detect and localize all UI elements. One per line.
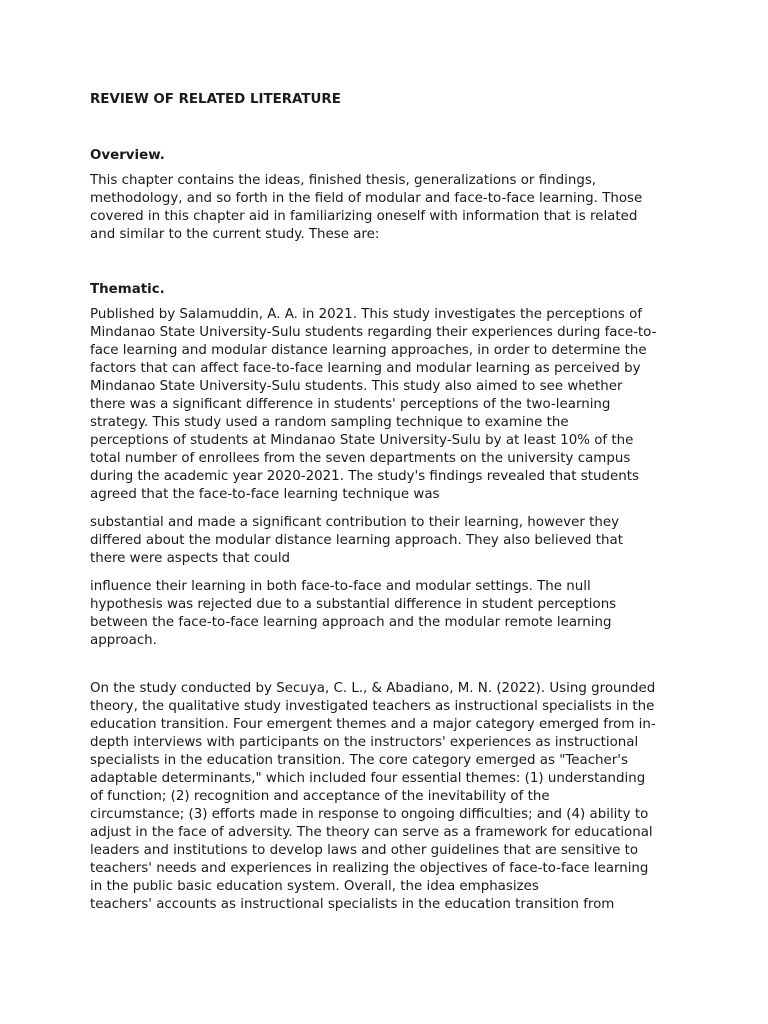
- paragraph-spacer: [90, 568, 686, 578]
- page-title: REVIEW OF RELATED LITERATURE: [90, 92, 341, 107]
- paragraph-spacer: [90, 650, 686, 680]
- thematic-paragraph-continuation-2: influence their learning in both face-to-face and modular settings. The null hypothesis was rejected due to a substantial difference in student perceptions between the face-to-face learning approach and the modular remote learning approach.: [90, 579, 617, 648]
- document-page: [90, 91, 686, 914]
- section-spacer: [90, 244, 686, 281]
- thematic-paragraph-salamuddin: Published by Salamuddin, A. A. in 2021. This study investigates the perceptions of Mindanao State University-Sulu students regarding their experiences during face-to- face learning and modular distance learning approaches, in order to determine the factors that can affect face-to-face learning and modular learning as perceived by Mindanao State University-Sulu students. This study also aimed to see whether there was a significant difference in students' perceptions of the two-learning strategy. This study used a random sampling technique to examine the perceptions of students at Mindanao State University-Sulu by at least 10% of the total number of enrollees from the seven departments on the university campus during the academic year 2020-2021. The study's findings revealed that students agreed that the face-to-face learning technique was: [90, 307, 657, 502]
- overview-heading: Overview.: [90, 148, 165, 163]
- paragraph-spacer: [90, 504, 686, 514]
- thematic-paragraph-secuya: On the study conducted by Secuya, C. L., & Abadiano, M. N. (2022). Using grounded theory, the qualitative study investigated teachers as instructional specialists in the education transition. Four emergent themes and a major category emerged from in- depth interviews with participants on the instructors' experiences as instructional specialists in the education transition. The core category emerged as "Teacher's adaptable determinants," which included four essential themes: (1) understanding of function; (2) recognition and acceptance of the inevitability of the circumstance; (3) efforts made in response to ongoing difficulties; and (4) ability to adjust in the face of adversity. The theory can serve as a framework for educational leaders and institutions to develop laws and other guidelines that are sensitive to teachers' needs and experiences in realizing the objectives of face-to-face learning in the public basic education system. Overall, the idea emphasizes teachers' accounts as instructional specialists in the education transition from: [90, 681, 656, 912]
- thematic-paragraph-continuation-1: substantial and made a significant contribution to their learning, however they differed about the modular distance learning approach. They also believed that there were aspects that could: [90, 515, 623, 566]
- overview-paragraph: This chapter contains the ideas, finished thesis, generalizations or findings, methodology, and so forth in the field of modular and face-to-face learning. Those covered in this chapter aid in familiarizing oneself with information that is related and similar to the current study. These are:: [90, 173, 643, 242]
- thematic-heading: Thematic.: [90, 282, 165, 297]
